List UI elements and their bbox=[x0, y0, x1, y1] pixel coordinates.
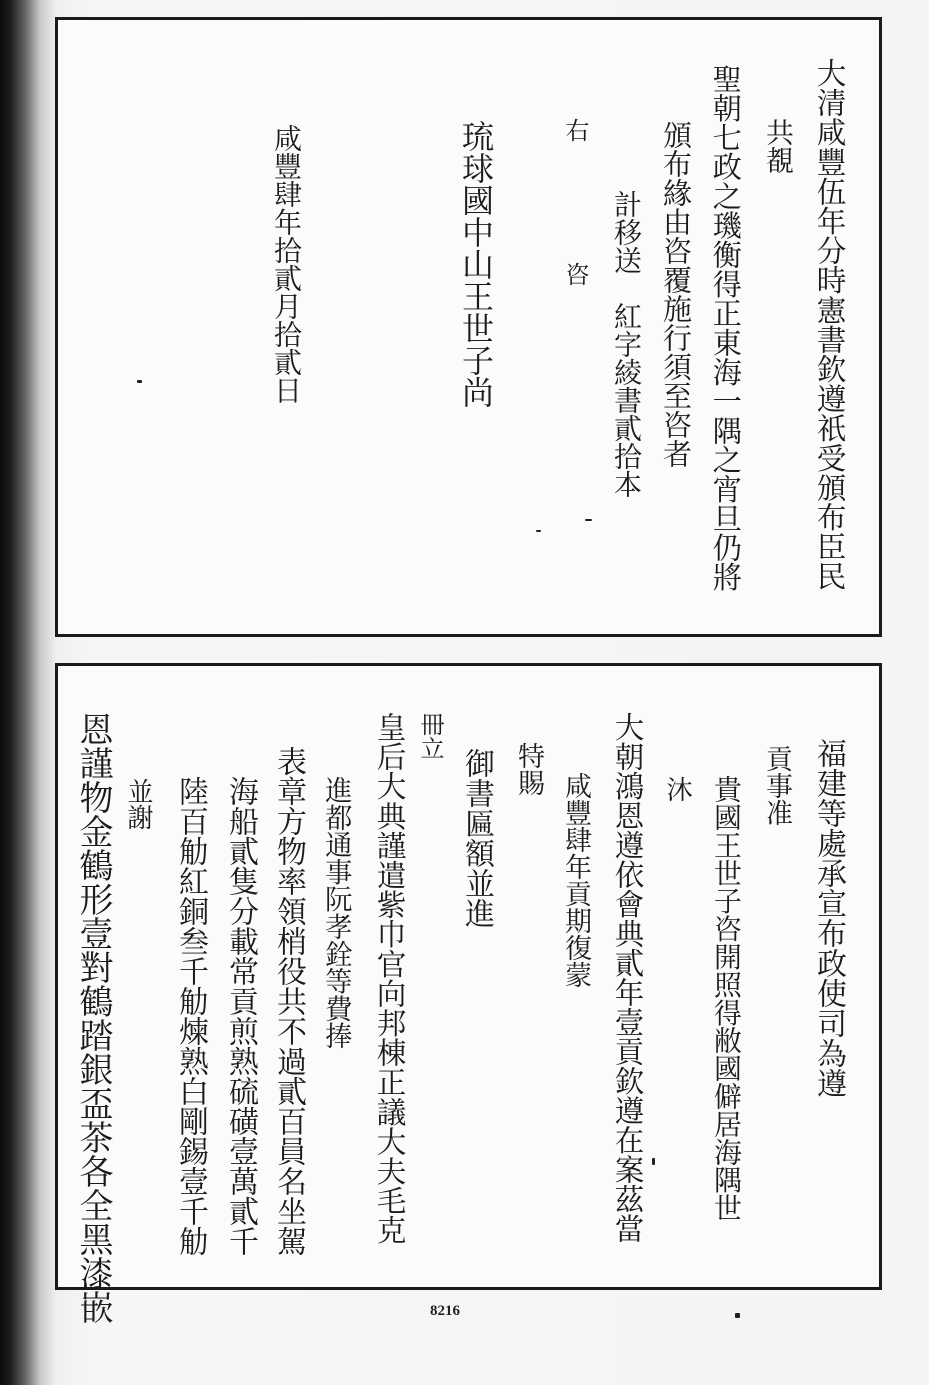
ink-speck bbox=[137, 380, 142, 383]
ink-speck bbox=[735, 1313, 740, 1318]
bottom-line-12: 表章方物率領梢役共不過貳百員名坐駕 bbox=[271, 746, 306, 1256]
top-line-7: 琉球國中山王世子尚 bbox=[457, 120, 495, 408]
bottom-line-15: 並謝 bbox=[123, 778, 153, 830]
top-line-4: 頒布緣由咨覆施行須至咨者 bbox=[659, 120, 693, 468]
bottom-line-9: 冊立 bbox=[416, 712, 444, 760]
bottom-line-13: 海船貳隻分載常貢煎熟硫磺壹萬貳千 bbox=[223, 776, 258, 1256]
top-line-1: 大清咸豐伍年分時憲書欽遵祇受頒布臣民 bbox=[812, 58, 847, 591]
top-line-6: 右 咨 bbox=[561, 118, 589, 286]
bottom-line-10: 皇后大典謹遣紫巾官向邦棟正議大夫毛克 bbox=[372, 712, 407, 1245]
bottom-line-6: 咸豐肆年貢期復蒙 bbox=[560, 772, 591, 988]
bottom-line-11: 進都通事阮孝銓等費捧 bbox=[320, 776, 352, 1049]
bottom-line-2: 貢事准 bbox=[761, 745, 792, 826]
bottom-line-16: 恩謹物金鶴形壹對鶴踏銀盃茶各全黑漆嵌 bbox=[73, 712, 113, 1324]
bottom-line-1: 福建等處承宣布政使司為遵 bbox=[811, 738, 846, 1098]
ink-speck bbox=[536, 530, 541, 532]
top-line-8: 咸豐肆年拾貳月拾貳日 bbox=[270, 124, 303, 404]
bottom-line-14: 陸百觔紅銅叁千觔煉熟白剛錫壹千觔 bbox=[173, 776, 208, 1256]
ink-speck bbox=[652, 1158, 655, 1165]
page-number: 8216 bbox=[430, 1303, 460, 1319]
top-line-3: 聖朝七政之璣衡得正東海一隅之宵旦仍將 bbox=[708, 64, 743, 592]
bottom-line-7: 特賜 bbox=[513, 742, 544, 796]
bottom-line-3: 貴國王世子咨開照得敝國僻居海隅世 bbox=[708, 775, 742, 1222]
bottom-line-4: 沐 bbox=[662, 776, 692, 802]
bottom-line-8: 御書匾額並進 bbox=[459, 748, 494, 928]
top-line-2: 共覩 bbox=[762, 118, 795, 174]
ink-speck bbox=[585, 519, 592, 521]
top-line-5: 計移送 紅字綾書貳拾本 bbox=[610, 190, 643, 498]
bottom-line-5: 大朝鴻恩遵依會典貳年壹貢欽遵在案茲當 bbox=[610, 712, 645, 1243]
